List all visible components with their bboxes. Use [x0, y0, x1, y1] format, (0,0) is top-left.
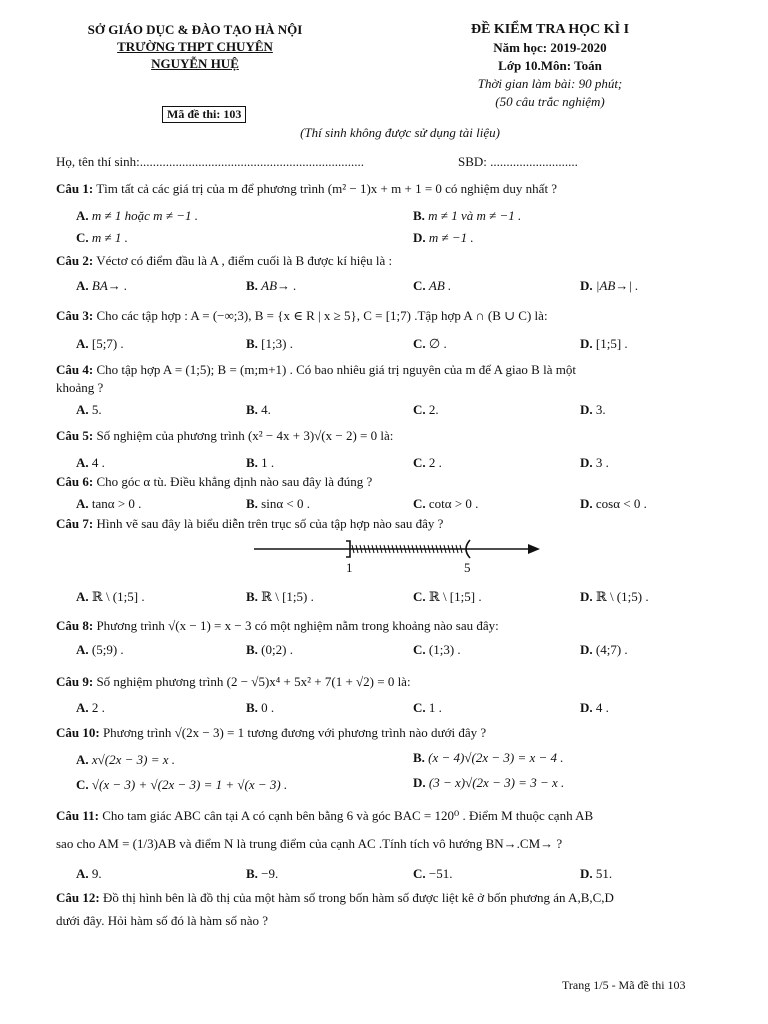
q8-option-c: C. (1;3) .: [413, 642, 461, 657]
q11-option-a: A. 9.: [76, 866, 102, 881]
q9-option-c: C. 1 .: [413, 700, 442, 715]
question-10: Câu 10: Phương trình √(2x − 3) = 1 tương đương với phương trình nào dưới đây ?: [56, 725, 487, 740]
q1-option-c: C. m ≠ 1 .: [76, 230, 128, 245]
q6-option-d: D. cosα < 0 .: [580, 496, 647, 511]
q11-option-d: D. 51.: [580, 866, 613, 881]
q5-option-d: D. 3 .: [580, 455, 609, 470]
school-name: TRƯỜNG THPT CHUYÊN: [117, 39, 273, 54]
q2-option-b: B. AB→ .: [246, 278, 297, 293]
question-2: Câu 2: Véctơ có điểm đầu là A , điểm cuối là B được kí hiệu là :: [56, 253, 393, 268]
q1-label: Câu 1:: [56, 181, 94, 196]
q4-option-b: B. 4.: [246, 402, 271, 417]
q2-option-d: D. |AB→| .: [580, 278, 639, 293]
q2-option-a: A. BA→ .: [76, 278, 128, 293]
exam-time: Thời gian làm bài: 90 phút;: [477, 76, 623, 91]
question-7: Câu 7: Hình vẽ sau đây là biểu diễn trên trục số của tập hợp nào sau đây ?: [56, 516, 444, 531]
q4-option-a: A. 5.: [76, 402, 102, 417]
dept-name: SỞ GIÁO DỤC & ĐÀO TẠO HÀ NỘI: [87, 22, 303, 37]
q7-option-d: D. ℝ \ (1;5) .: [580, 589, 649, 604]
axis-arrow: [528, 544, 540, 554]
tick-label-5: 5: [464, 560, 471, 575]
number-line-figure: [250, 536, 550, 576]
tick-label-1: 1: [346, 560, 353, 575]
q10-option-d: D. (3 − x)√(2x − 3) = 3 − x .: [413, 775, 565, 790]
question-6: Câu 6: Cho góc α tù. Điều khẳng định nào sau đây là đúng ?: [56, 474, 373, 489]
q11-option-c: C. −51.: [413, 866, 453, 881]
class-subject: Lớp 10.Môn: Toán: [498, 58, 602, 73]
q6-option-a: A. tanα > 0 .: [76, 496, 142, 511]
q10-option-c: C. √(x − 3) + √(2x − 3) = 1 + √(x − 3) .: [76, 777, 288, 792]
q1-option-a: A. m ≠ 1 hoặc m ≠ −1 .: [76, 208, 198, 223]
question-11: Câu 11: Cho tam giác ABC cân tại A có cạnh bên bằng 6 và góc BAC = 120⁰ . Điểm M thuộc cạnh AB: [56, 808, 594, 823]
q6-option-b: B. sinα < 0 .: [246, 496, 310, 511]
q5-option-a: A. 4 .: [76, 455, 105, 470]
q9-option-d: D. 4 .: [580, 700, 609, 715]
q8-option-b: B. (0;2) .: [246, 642, 293, 657]
q8-option-d: D. (4;7) .: [580, 642, 628, 657]
q7-option-b: B. ℝ \ [1;5) .: [246, 589, 314, 604]
q4-option-d: D. 3.: [580, 402, 606, 417]
q6-option-c: C. cotα > 0 .: [413, 496, 479, 511]
question-3: Câu 3: Cho các tập hợp : A = (−∞;3), B = {x ∈ R | x ≥ 5}, C = [1;7) .Tập hợp A ∩ (B ∪ C) là:: [56, 308, 548, 323]
question-5: Câu 5: Số nghiệm của phương trình (x² − 4x + 3)√(x − 2) = 0 là:: [56, 428, 394, 443]
q3-option-c: C. ∅ .: [413, 336, 447, 351]
exam-code: Mã đề thi: 103: [162, 106, 246, 123]
q4-option-c: C. 2.: [413, 402, 439, 417]
question-9: Câu 9: Số nghiệm phương trình (2 − √5)x⁴ + 5x² + 7(1 + √2) = 0 là:: [56, 674, 411, 689]
q7-option-c: C. ℝ \ [1;5] .: [413, 589, 482, 604]
q11-option-b: B. −9.: [246, 866, 279, 881]
page-footer: Trang 1/5 - Mã đề thi 103: [562, 978, 686, 992]
question-8: Câu 8: Phương trình √(x − 1) = x − 3 có một nghiệm nằm trong khoảng nào sau đây:: [56, 618, 499, 633]
exam-title: ĐỀ KIỂM TRA HỌC KÌ I: [470, 22, 630, 37]
q9-option-a: A. 2 .: [76, 700, 105, 715]
q2-option-c: C. AB .: [413, 278, 452, 293]
q8-option-a: A. (5;9) .: [76, 642, 124, 657]
question-1: [56, 181, 557, 197]
q9-option-b: B. 0 .: [246, 700, 275, 715]
q10-option-a: A. x√(2x − 3) = x .: [76, 752, 176, 767]
question-4: Câu 4: Cho tập hợp A = (1;5); B = (m;m+1) . Có bao nhiêu giá trị nguyên của m để A giao B là một: [56, 362, 576, 377]
question-count: (50 câu trắc nghiệm): [495, 94, 605, 109]
q5-option-b: B. 1 .: [246, 455, 275, 470]
question-12-cont: dưới đây. Hỏi hàm số đó là hàm số nào ?: [56, 913, 269, 928]
q1-option-b: B. m ≠ 1 và m ≠ −1 .: [413, 208, 522, 223]
q1-text: Tìm tất cả các giá trị của m để phương trình (m² − 1)x + m + 1 = 0 có nghiệm duy nhất ?: [96, 181, 558, 196]
q3-option-d: D. [1;5] .: [580, 336, 628, 351]
school-name-2: NGUYỄN HUỆ: [151, 56, 239, 71]
student-name-line: Họ, tên thí sinh:.....................................................................: [56, 154, 365, 169]
student-id-line: SBD: ...........................: [458, 154, 578, 169]
question-12: Câu 12: Đồ thị hình bên là đồ thị của một hàm số trong bốn hàm số được liệt kê ở bốn phương án A,B,C,D: [56, 890, 614, 905]
q1-option-d: D. m ≠ −1 .: [413, 230, 474, 245]
q3-option-a: A. [5;7) .: [76, 336, 124, 351]
school-year: Năm học: 2019-2020: [493, 40, 607, 55]
q3-option-b: B. [1;3) .: [246, 336, 293, 351]
question-4-cont: khoảng ?: [56, 380, 104, 395]
q7-option-a: A. ℝ \ (1;5] .: [76, 589, 145, 604]
q5-option-c: C. 2 .: [413, 455, 442, 470]
question-11-cont: sao cho AM = (1/3)AB và điểm N là trung điểm của cạnh AC .Tính tích vô hướng BN→.CM→ ?: [56, 836, 563, 851]
q10-option-b: B. (x − 4)√(2x − 3) = x − 4 .: [413, 750, 564, 765]
exam-note: (Thí sinh không được sử dụng tài liệu): [300, 125, 500, 140]
